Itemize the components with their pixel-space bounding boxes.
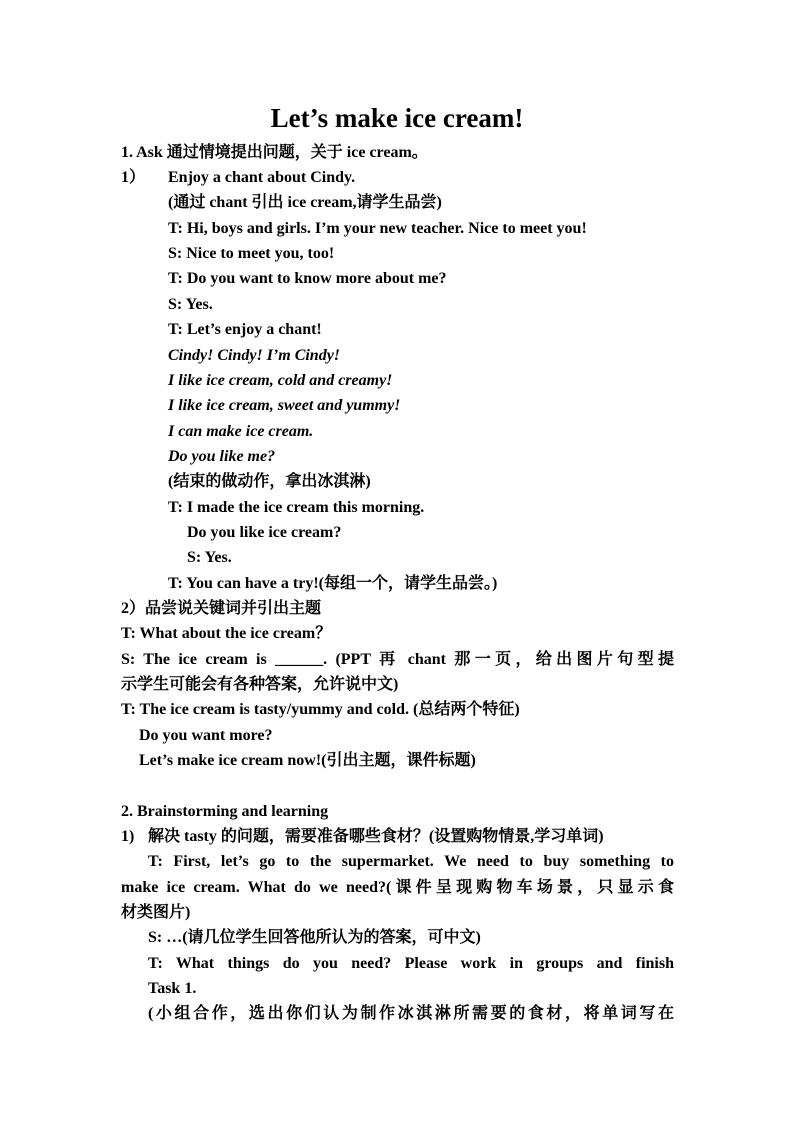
chant-line: I like ice cream, sweet and yummy! <box>168 397 401 414</box>
step-2-heading: 2）品尝说关键词并引出主题 <box>121 600 322 617</box>
chant-line: Cindy! Cindy! I’m Cindy! <box>168 347 341 364</box>
text-line: T: Let’s enjoy a chant! <box>168 321 322 338</box>
text-line: S: Yes. <box>168 296 213 313</box>
text-line: S: …(请几位学生回答他所认为的答案，可中文) <box>148 929 481 946</box>
step-marker-2: 1) <box>121 828 135 845</box>
chant-line: I like ice cream, cold and creamy! <box>168 372 393 389</box>
text-line: T: I made the ice cream this morning. <box>168 499 425 516</box>
text-line: Do you like ice cream? <box>187 524 342 541</box>
section-1-heading: 1. Ask 通过情境提出问题，关于 ice cream。 <box>121 144 428 161</box>
text-line: (小组合作，选出你们认为制作冰淇淋所需要的食材，将单词写在 <box>148 1005 674 1022</box>
text-line: Let’s make ice cream now!(引出主题，课件标题) <box>139 752 476 769</box>
text-line: (结束的做动作，拿出冰淇淋) <box>168 473 371 490</box>
text-line: S: The ice cream is ______. (PPT 再 chant 那一页，给出图片句型提 <box>121 651 674 668</box>
text-line: Enjoy a chant about Cindy. <box>168 169 356 186</box>
text-line: T: First, let’s go to the supermarket. We need to buy something to <box>148 853 674 870</box>
text-line: T: What things do you need? Please work in groups and finish <box>148 955 674 972</box>
text-line: T: What about the ice cream？ <box>121 625 332 642</box>
text-line: 示学生可能会有各种答案，允许说中文) <box>121 676 399 693</box>
chant-line: Do you like me? <box>168 448 276 465</box>
text-line: 解决 tasty 的问题，需要准备哪些食材？(设置购物情景,学习单词) <box>148 828 604 845</box>
text-line: T: You can have a try!(每组一个，请学生品尝。) <box>168 575 498 592</box>
text-line: make ice cream. What do we need?(课件呈现购物车场景，只显示食 <box>121 879 674 896</box>
text-line: T: Hi, boys and girls. I’m your new teacher. Nice to meet you! <box>168 220 587 237</box>
chant-line: I can make ice cream. <box>168 423 314 440</box>
section-2-heading: 2. Brainstorming and learning <box>121 803 329 820</box>
step-marker-1: 1） <box>121 169 146 186</box>
text-line: Do you want more? <box>139 727 273 744</box>
text-line: (通过 chant 引出 ice cream,请学生品尝) <box>168 194 442 211</box>
text-line: T: The ice cream is tasty/yummy and cold. (总结两个特征) <box>121 701 520 718</box>
document-title: Let’s make ice cream! <box>270 103 524 133</box>
text-line: S: Nice to meet you, too! <box>168 245 335 262</box>
text-line: 材类图片) <box>121 904 191 921</box>
text-line: S: Yes. <box>187 549 232 566</box>
text-line: Task 1. <box>148 980 197 997</box>
text-line: T: Do you want to know more about me? <box>168 270 447 287</box>
